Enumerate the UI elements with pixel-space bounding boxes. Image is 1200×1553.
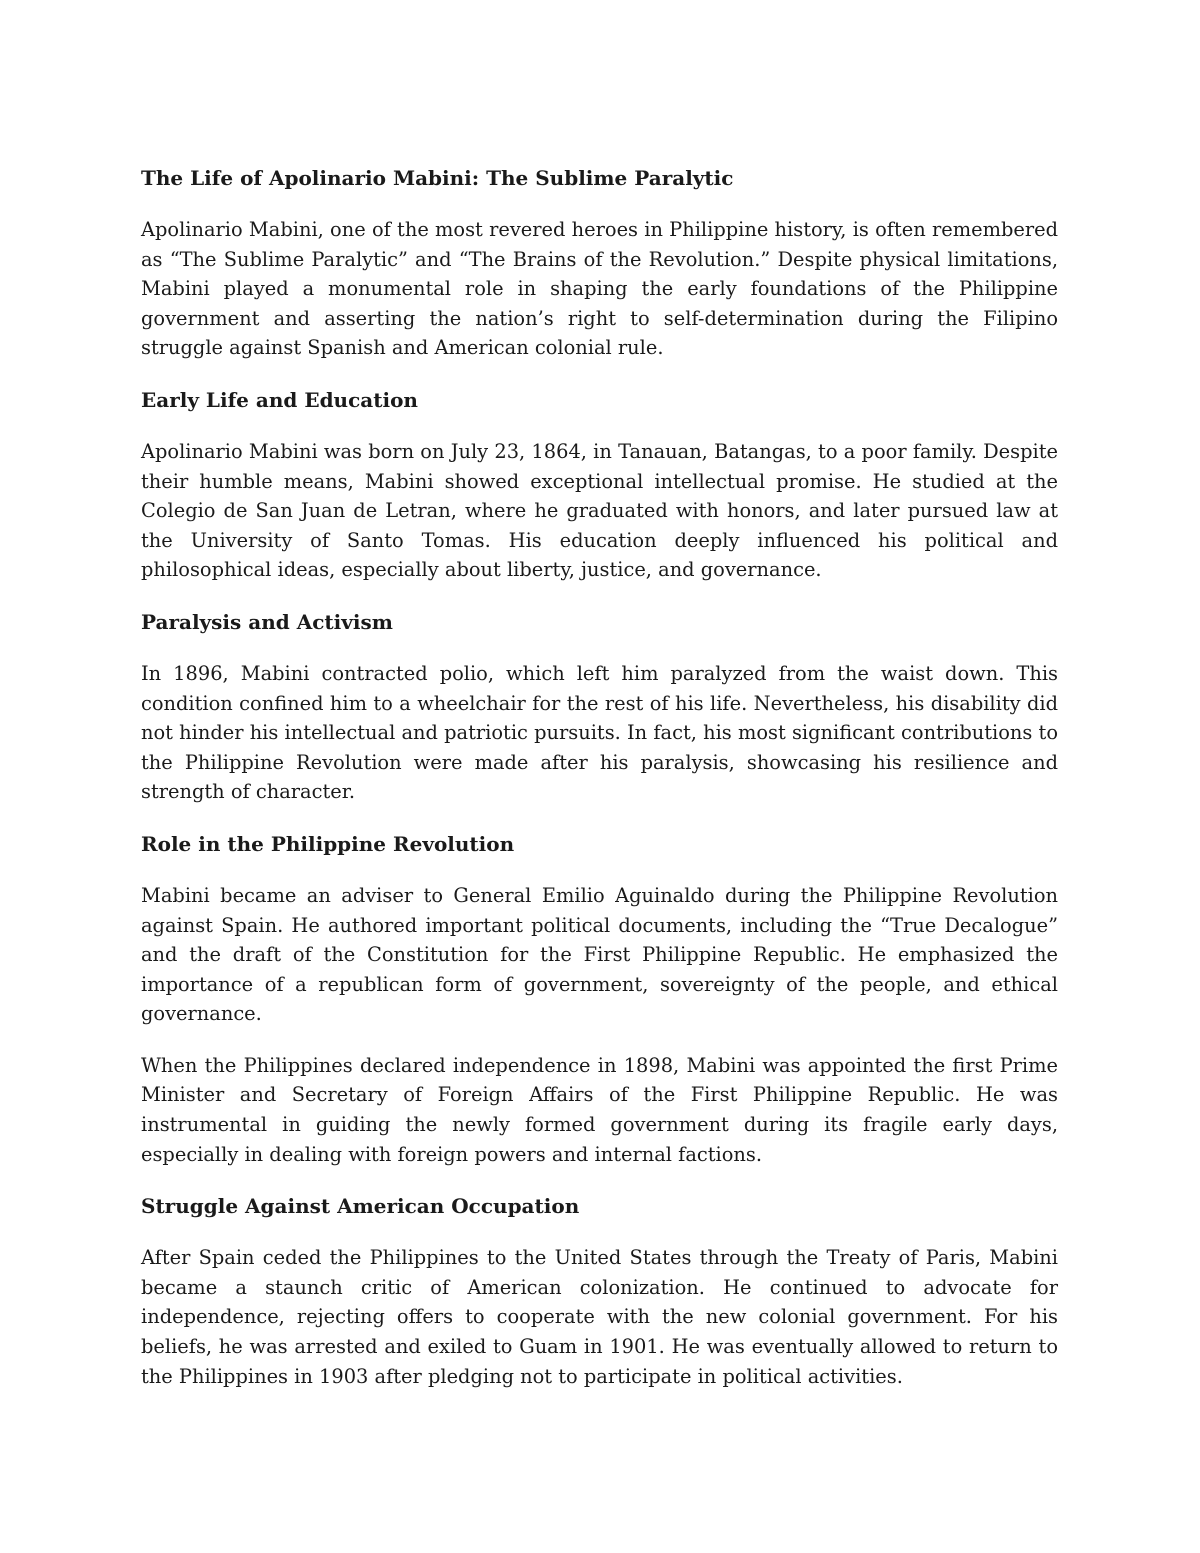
section-heading-american-occupation: Struggle Against American Occupation [141,1194,580,1219]
section-heading-early-life: Early Life and Education [141,387,418,412]
section-heading-paralysis: Paralysis and Activism [141,609,393,634]
section-paragraph-early-life: Apolinario Mabini was born on July 23, 1864, in Tanauan, Batangas, to a poor family. Despite their humble means, Mabini showed exceptional intellectual promise. He studied at the Colegio de San Juan de Letran, where he graduated with honors, and later pursued law at the University of Santo Tomas. His education deeply influenced his political and philosophical ideas, especially about liberty, justice, and governance. [141,439,1058,582]
section-paragraph-revolution-2: When the Philippines declared independence in 1898, Mabini was appointed the first Prime Minister and Secretary of Foreign Affairs of the First Philippine Republic. He was instrumental in guiding the newly formed government during its fragile early days, especially in dealing with foreign powers and internal factions. [141,1053,1058,1166]
section-paragraph-paralysis: In 1896, Mabini contracted polio, which left him paralyzed from the waist down. This condition confined him to a wheelchair for the rest of his life. Nevertheless, his disability did not hinder his intellectual and patriotic pursuits. In fact, his most significant contributions to the Philippine Revolution were made after his paralysis, showcasing his resilience and strength of character. [141,661,1058,804]
section-paragraph-revolution-1: Mabini became an adviser to General Emilio Aguinaldo during the Philippine Revolution against Spain. He authored important political documents, including the “True Decalogue” and the draft of the Constitution for the First Philippine Republic. He emphasized the importance of a republican form of government, sovereignty of the people, and ethical governance. [141,883,1058,1026]
section-heading-revolution: Role in the Philippine Revolution [141,831,515,856]
document-title: The Life of Apolinario Mabini: The Sublime Paralytic [141,166,734,190]
document-page [141,163,1058,1413]
intro-paragraph: Apolinario Mabini, one of the most revered heroes in Philippine history, is often remembered as “The Sublime Paralytic” and “The Brains of the Revolution.” Despite physical limitations, Mabini played a monumental role in shaping the early foundations of the Philippine government and asserting the nation’s right to self-determination during the Filipino struggle against Spanish and American colonial rule. [141,218,1058,360]
section-paragraph-american-occupation: After Spain ceded the Philippines to the United States through the Treaty of Paris, Mabini became a staunch critic of American colonization. He continued to advocate for independence, rejecting offers to cooperate with the new colonial government. For his beliefs, he was arrested and exiled to Guam in 1901. He was eventually allowed to return to the Philippines in 1903 after pledging not to participate in political activities. [141,1246,1058,1388]
